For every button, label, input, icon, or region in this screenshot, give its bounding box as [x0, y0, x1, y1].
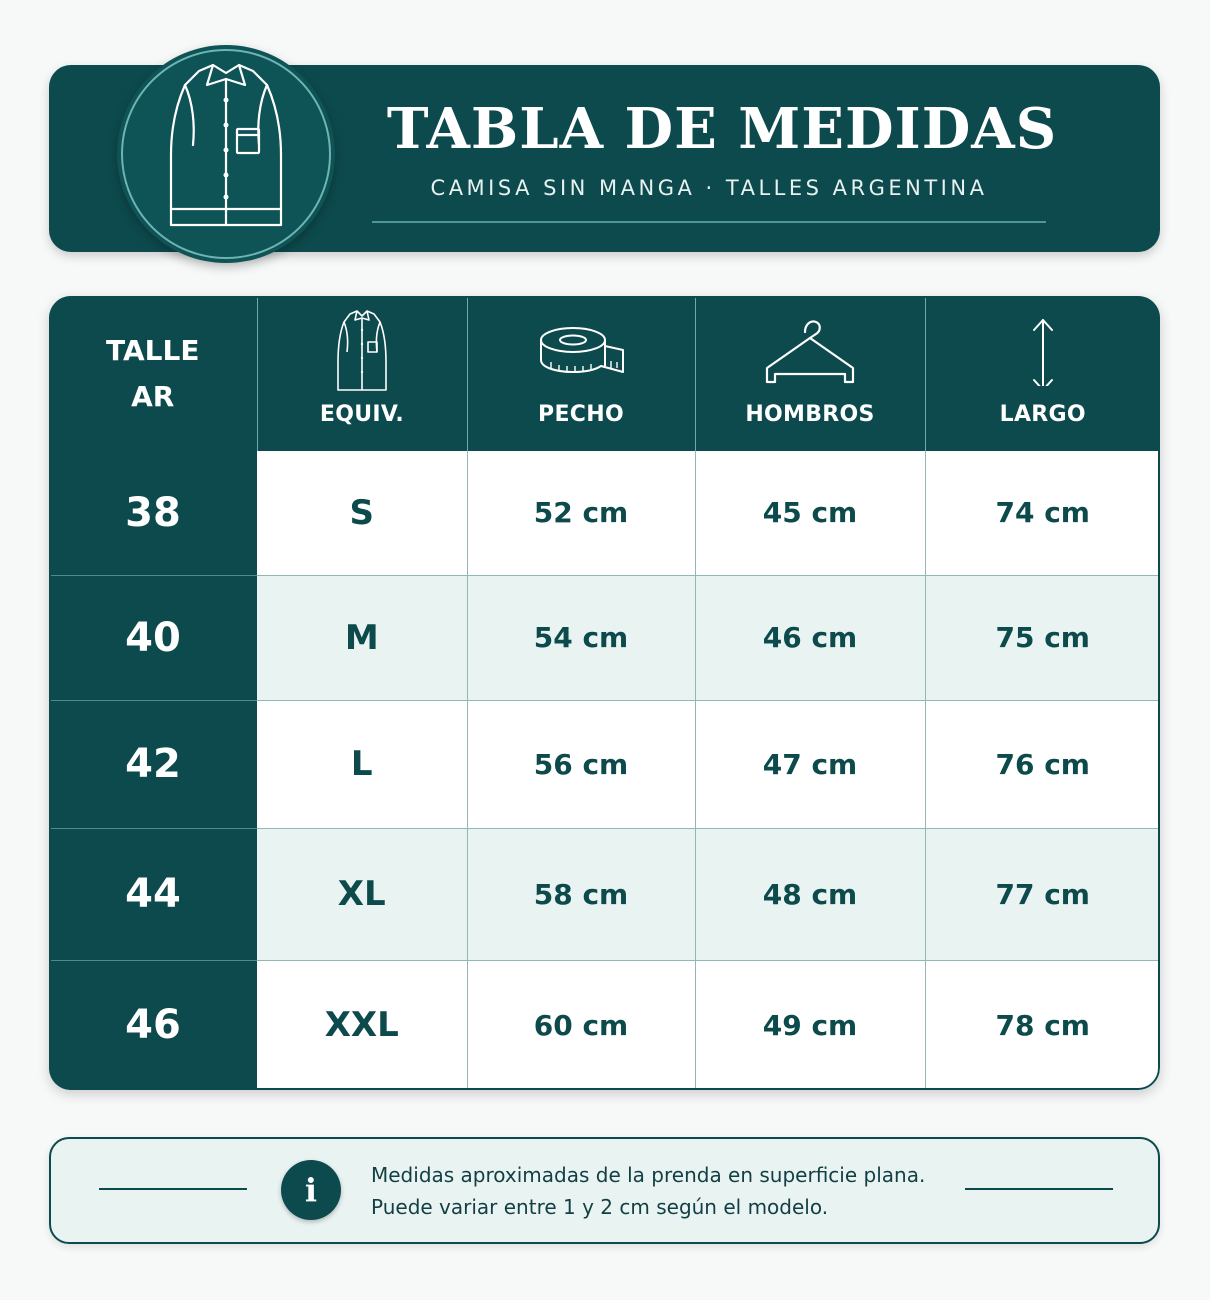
equiv-cell: S	[257, 451, 467, 575]
equiv-cell: XXL	[257, 960, 467, 1090]
largo-cell: 77 cm	[925, 828, 1160, 960]
page-subtitle: CAMISA SIN MANGA · TALLES ARGENTINA	[430, 176, 988, 200]
table-header-row	[49, 296, 1160, 451]
largo-cell: 78 cm	[925, 960, 1160, 1090]
header-pecho-label: PECHO	[538, 402, 624, 427]
equiv-cell: M	[257, 575, 467, 700]
pecho-cell: 60 cm	[467, 960, 695, 1090]
shirt-medallion	[117, 45, 335, 263]
vertical-arrow-icon	[1023, 306, 1063, 386]
hombros-cell: 47 cm	[695, 700, 925, 828]
hombros-cell: 46 cm	[695, 575, 925, 700]
largo-cell: 75 cm	[925, 575, 1160, 700]
equiv-cell: L	[257, 700, 467, 828]
header-largo-label: LARGO	[999, 402, 1086, 427]
note-line-1: Medidas aproximadas de la prenda en superficie plana.	[371, 1163, 926, 1187]
pecho-cell: 58 cm	[467, 828, 695, 960]
table-row	[49, 451, 1160, 575]
header-pecho	[467, 296, 695, 451]
equiv-cell: XL	[257, 828, 467, 960]
hombros-cell: 49 cm	[695, 960, 925, 1090]
table-row	[49, 700, 1160, 828]
header-equiv-label: EQUIV.	[319, 402, 405, 427]
table-row	[49, 960, 1160, 1090]
note-text	[371, 1159, 971, 1223]
largo-cell: 74 cm	[925, 451, 1160, 575]
pecho-cell: 54 cm	[467, 575, 695, 700]
talle-cell: 40	[49, 575, 257, 700]
talle-cell: 46	[49, 960, 257, 1090]
size-table	[49, 296, 1160, 1090]
talle-cell: 44	[49, 828, 257, 960]
header-talle-label	[49, 328, 257, 420]
sleeveless-shirt-icon	[117, 45, 335, 263]
header-equiv	[257, 296, 467, 451]
note-divider-right	[965, 1188, 1113, 1190]
talle-cell: 38	[49, 451, 257, 575]
pecho-cell: 56 cm	[467, 700, 695, 828]
note-line-2: Puede variar entre 1 y 2 cm según el modelo.	[371, 1195, 829, 1219]
measurement-note	[49, 1137, 1160, 1244]
hombros-cell: 48 cm	[695, 828, 925, 960]
largo-cell: 76 cm	[925, 700, 1160, 828]
header-talle-line1: TALLE	[106, 334, 200, 367]
pecho-cell: 52 cm	[467, 451, 695, 575]
page-title: TABLA DE MEDIDAS	[386, 96, 1058, 162]
table-row	[49, 828, 1160, 960]
header-talle-line2: AR	[131, 380, 175, 413]
hombros-cell: 45 cm	[695, 451, 925, 575]
title-divider	[372, 221, 1046, 223]
talle-cell: 42	[49, 700, 257, 828]
note-divider-left	[99, 1188, 247, 1190]
hanger-icon	[755, 306, 865, 386]
header-hombros	[695, 296, 925, 451]
header-talle	[49, 296, 257, 451]
table-row	[49, 575, 1160, 700]
info-icon: i	[281, 1160, 341, 1220]
header-largo	[925, 296, 1160, 451]
header-hombros-label: HOMBROS	[745, 402, 875, 427]
sleeveless-shirt-icon	[332, 306, 392, 396]
measuring-tape-icon	[531, 306, 631, 386]
